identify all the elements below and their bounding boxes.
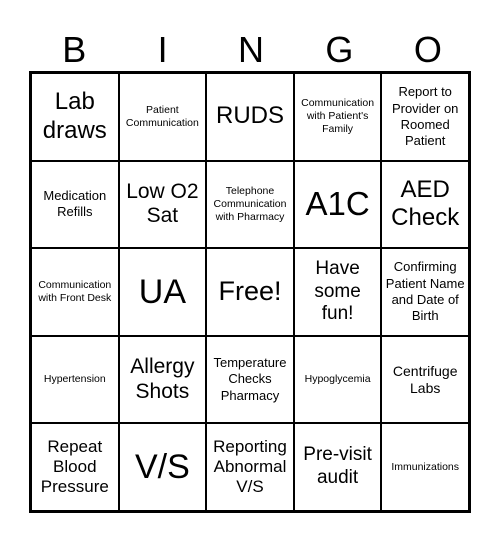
cell-text: Have some fun! [314, 257, 361, 325]
cell-text: Hypertension [43, 373, 106, 386]
cell-text: Communication with Patient's Family [301, 97, 375, 136]
cell-text: Communication with Front Desk [38, 278, 112, 304]
cell-text: V/S [134, 448, 190, 487]
bingo-cell[interactable] [294, 248, 382, 336]
cell-text: Medication Refills [43, 188, 107, 220]
bingo-header [30, 28, 472, 72]
bingo-cell[interactable] [206, 336, 294, 424]
cell-text: A1C [305, 185, 370, 223]
cell-text: Centrifuge Labs [392, 362, 458, 396]
bingo-cell[interactable] [294, 161, 382, 249]
header-letter-i: I [157, 29, 168, 70]
bingo-cell[interactable] [119, 336, 207, 424]
cell-text: Telephone Communication with Pharmacy [213, 184, 287, 223]
bingo-cell[interactable] [206, 73, 294, 161]
bingo-cell[interactable] [119, 423, 207, 511]
bingo-cell[interactable] [294, 336, 382, 424]
bingo-cell[interactable] [381, 336, 469, 424]
header-letter-b: B [62, 29, 87, 70]
cell-text: Free! [218, 276, 282, 307]
cell-text: Pre-visit audit [303, 444, 372, 489]
header-letter-o: O [413, 29, 442, 70]
bingo-cell[interactable] [294, 73, 382, 161]
bingo-cell[interactable] [31, 161, 119, 249]
cell-text: Repeat Blood Pressure [40, 436, 109, 497]
cell-text: RUDS [215, 102, 284, 130]
bingo-cell[interactable] [119, 73, 207, 161]
bingo-cell[interactable] [381, 73, 469, 161]
bingo-cell[interactable] [206, 161, 294, 249]
cell-text: AED Check [391, 175, 460, 232]
cell-text: Hypoglycemia [304, 373, 371, 386]
bingo-cell[interactable] [31, 423, 119, 511]
bingo-cell[interactable] [31, 73, 119, 161]
bingo-cell[interactable] [294, 423, 382, 511]
header-letter-n: N [238, 29, 265, 70]
cell-text: Report to Provider on Roomed Patient [391, 84, 459, 149]
cell-text: Confirming Patient Name and Date of Birth [385, 259, 465, 324]
bingo-cell[interactable] [381, 248, 469, 336]
bingo-cell[interactable] [206, 423, 294, 511]
bingo-cell[interactable] [119, 161, 207, 249]
bingo-board [29, 71, 471, 513]
cell-text: Immunizations [391, 460, 460, 473]
cell-text: Temperature Checks Pharmacy [213, 355, 287, 403]
bingo-cell[interactable] [381, 161, 469, 249]
bingo-cell[interactable] [31, 336, 119, 424]
cell-text: Low O2 Sat [126, 179, 199, 228]
free-space-cell[interactable] [206, 248, 294, 336]
bingo-cell[interactable] [31, 248, 119, 336]
bingo-cell[interactable] [381, 423, 469, 511]
header-letter-g: G [325, 29, 354, 70]
cell-text: Lab draws [42, 88, 107, 144]
cell-text: Patient Communication [125, 103, 199, 129]
cell-text: Allergy Shots [130, 354, 195, 403]
cell-text: Reporting Abnormal V/S [213, 436, 287, 497]
bingo-cell[interactable] [119, 248, 207, 336]
cell-text: UA [138, 272, 186, 311]
